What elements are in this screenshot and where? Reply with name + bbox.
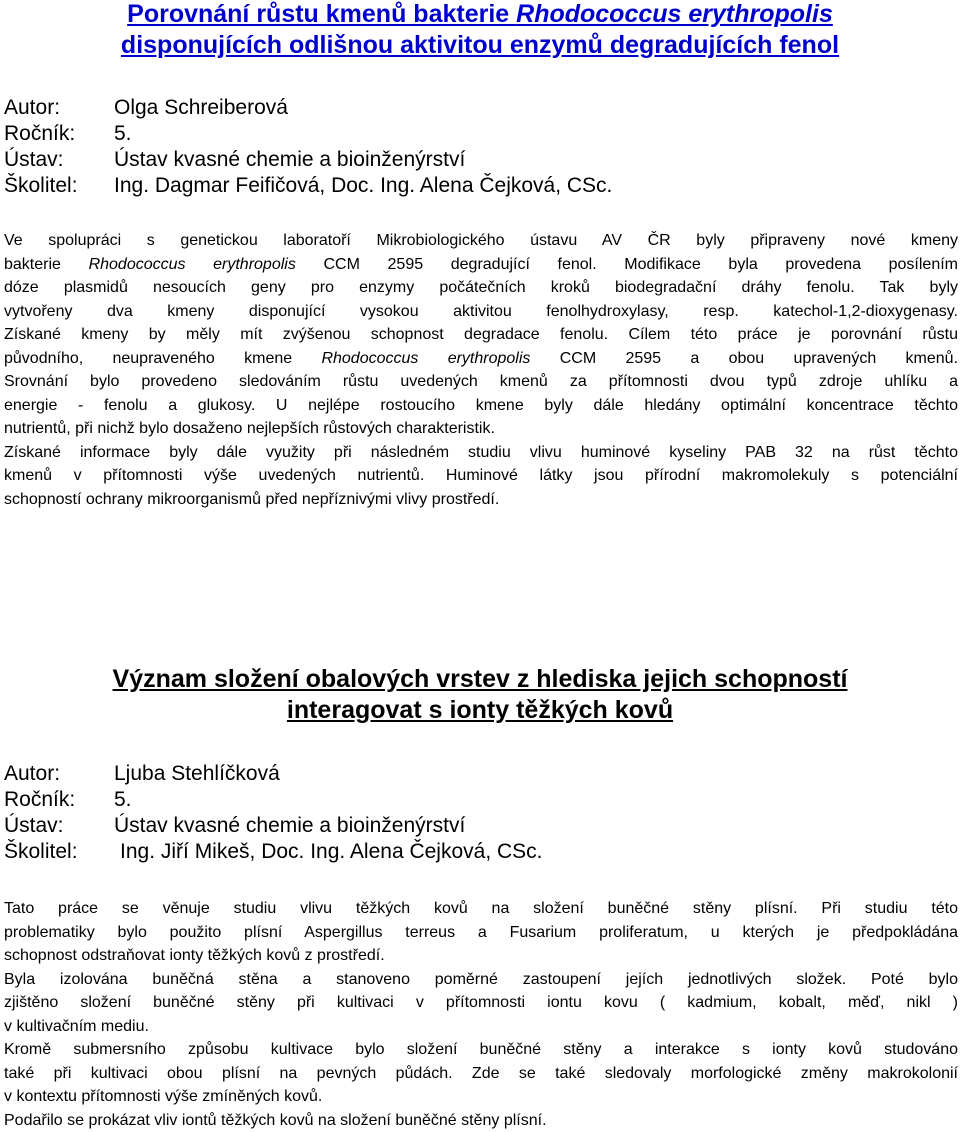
institute-name: Ústav kvasné chemie a bioinženýrství [114,148,466,171]
author-name: Olga Schreiberová [114,96,288,119]
abstract-line: schopnost odstraňovat ionty těžkých kovů z prostředí. [4,947,385,964]
meta-row-supervisor: Školitel: Ing. Dagmar Feifičová, Doc. Ing. Alena Čejková, CSc. [4,174,613,197]
abstract-line: dóze plasmidů nesoucích geny pro enzymy počátečních kroků biodegradační dráhy fenolu. Tak byly [4,279,958,296]
meta-row-institute: Ústav: Ústav kvasné chemie a bioinženýrství [4,148,466,171]
abstract-line: nutrientů, při nichž bylo dosaženo nejlepších růstových charakteristik. [4,420,495,437]
article2-title-line1: Význam složení obalových vrstev z hlediska jejich schopností [112,665,848,693]
abstract-line: Kromě submersního způsobu kultivace bylo složení buněčné stěny a interakce s ionty kovů studováno [4,1041,958,1058]
article2-title [0,664,960,726]
article1-title [0,0,960,61]
species-name: Rhodococcus erythropolis [321,349,531,367]
article1-title-line2: disponujících odlišnou aktivitou enzymů degradujících fenol [120,31,840,59]
abstract-line: energie - fenolu a glukosy. U nejlépe rostoucího kmene byly dále hledány optimální koncentrace těchto [4,396,958,414]
abstract-line: Ve spolupráci s genetickou laboratoří Mikrobiologického ústavu AV ČR byly připraveny nové kmeny [4,232,958,249]
supervisor-names: Ing. Dagmar Feifičová, Doc. Ing. Alena Čejková, CSc. [114,174,613,197]
article2-title-line2: interagovat s ionty těžkých kovů [286,696,674,724]
article2-abstract [4,897,958,1132]
meta-row-year: Ročník: 5. [4,122,132,145]
abstract-line: Tato práce se věnuje studiu vlivu těžkých kovů na složení buněčné stěny plísní. Při studiu této [4,900,958,917]
meta-row-author: Autor: Ljuba Stehlíčková [4,762,280,785]
study-year: 5. [114,122,132,145]
abstract-line: Podařilo se prokázat vliv iontů těžkých kovů na složení buněčné stěny plísní. [4,1111,547,1129]
abstract-line: Získané informace byly dále využity při následném studiu vlivu huminové kyseliny PAB 32 na růst těchto [4,443,958,461]
abstract-line: původního, neupraveného kmene Rhodococcus erythropolis CCM 2595 a obou upravených kmenů. [4,349,958,367]
abstract-line: Byla izolována buněčná stěna a stanoveno poměrné zastoupení jejích jednotlivých složek. Poté bylo [4,970,958,988]
abstract-line: bakterie Rhodococcus erythropolis CCM 2595 degradující fenol. Modifikace byla provedena posílením [4,255,959,273]
abstract-line: také při kultivaci obou plísní na pevných půdách. Zde se také sledovaly morfologické změny makrokolonií [4,1064,958,1082]
abstract-line: v kontextu přítomnosti výše zmíněných kovů. [4,1088,323,1105]
abstract-line: schopností ochrany mikroorganismů před nepříznivými vlivy prostředí. [4,490,500,508]
study-year: 5. [114,788,132,811]
meta-row-institute: Ústav: Ústav kvasné chemie a bioinženýrství [4,814,466,837]
meta-row-author: Autor: Olga Schreiberová [4,96,288,119]
meta-row-year: Ročník: 5. [4,788,132,811]
author-name: Ljuba Stehlíčková [114,762,280,785]
article2-meta [4,761,543,865]
institute-name: Ústav kvasné chemie a bioinženýrství [114,814,466,837]
species-name: Rhodococcus erythropolis [516,0,833,28]
meta-row-supervisor: Školitel: Ing. Jiří Mikeš, Doc. Ing. Alena Čejková, CSc. [4,840,543,863]
abstract-line: v kultivačním mediu. [4,1017,149,1035]
abstract-line: problematiky bylo použito plísní Aspergillus terreus a Fusarium proliferatum, u kterých je předpokládána [4,923,958,941]
abstract-line: kmenů v přítomnosti výše uvedených nutrientů. Huminové látky jsou přírodní makromolekuly s potenciální [4,467,958,484]
article1-abstract [4,229,958,511]
species-name: Rhodococcus erythropolis [88,255,296,273]
abstract-line: vytvořeny dva kmeny disponující vysokou aktivitou fenolhydroxylasy, resp. katechol-1,2-dioxygenasy. [4,302,958,320]
supervisor-names: Ing. Jiří Mikeš, Doc. Ing. Alena Čejková, CSc. [120,840,543,863]
article1-title-line1: Porovnání růstu kmenů bakterie Rhodococcus erythropolis [127,0,833,28]
abstract-line: Srovnání bylo provedeno sledováním růstu uvedených kmenů za přítomnosti dvou typů zdroje uhlíku a [4,373,958,390]
abstract-line: zjištěno složení buněčné stěny při kultivaci v přítomnosti iontu kovu ( kadmium, kobalt, měď, nikl ) [4,994,958,1011]
abstract-line: Získané kmeny by měly mít zvýšenou schopnost degradace fenolu. Cílem této práce je porovnání růstu [4,326,958,343]
article1-meta [4,95,612,199]
